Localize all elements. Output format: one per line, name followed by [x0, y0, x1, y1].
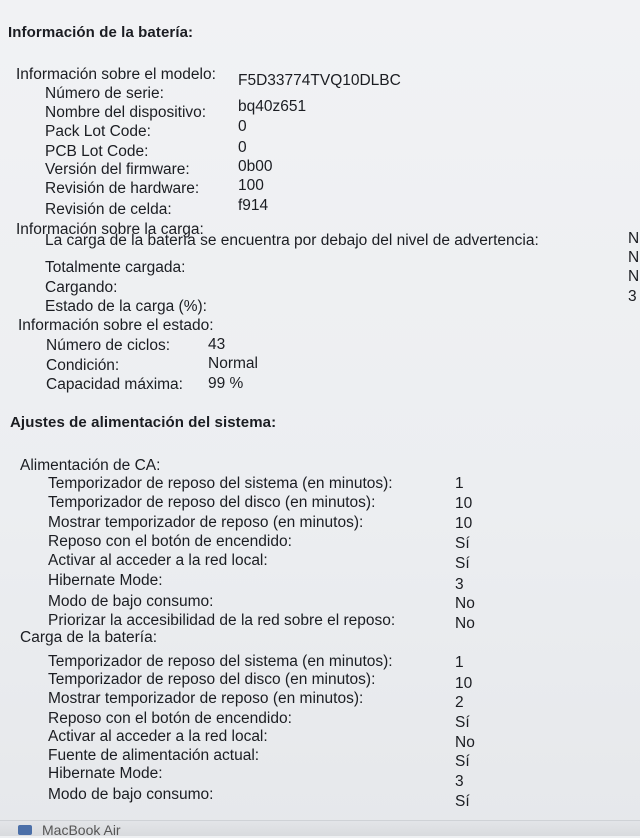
below-warning-value: N — [628, 230, 640, 247]
bat-disk-sleep-key: Temporizador de reposo del disco (en minutos): — [48, 671, 376, 688]
charging-key: Cargando: — [45, 279, 118, 296]
ac-hibernate-mode-value: 3 — [455, 576, 464, 593]
ac-display-sleep-value: 10 — [455, 515, 473, 532]
ac-low-power-mode-value: No — [455, 595, 475, 612]
ac-wake-on-lan-value: Sí — [455, 555, 470, 572]
charge-info-label: Información sobre la carga: — [16, 221, 204, 238]
fully-charged-key: Totalmente cargada: — [45, 259, 186, 276]
bat-wake-on-lan-value: No — [455, 734, 475, 751]
max-capacity-key: Capacidad máxima: — [46, 376, 183, 393]
hardware-revision-key: Revisión de hardware: — [45, 180, 200, 197]
status-info-label: Información sobre el estado: — [18, 317, 214, 334]
battery-power-label: Carga de la batería: — [20, 629, 158, 646]
ac-disk-sleep-value: 10 — [455, 495, 473, 512]
firmware-version-key: Versión del firmware: — [45, 161, 190, 178]
cell-revision-key: Revisión de celda: — [45, 201, 172, 218]
bat-current-power-source-key: Fuente de alimentación actual: — [48, 747, 260, 764]
model-info-label: Información sobre el modelo: — [16, 66, 216, 83]
bat-power-button-sleep-value: Sí — [455, 714, 470, 731]
ac-system-sleep-value: 1 — [455, 475, 464, 492]
ac-low-power-mode-key: Modo de bajo consumo: — [48, 593, 214, 610]
laptop-icon — [18, 825, 32, 835]
serial-number-value: F5D33774TVQ10DLBC — [238, 72, 401, 89]
cell-revision-value: f914 — [238, 197, 269, 214]
below-warning-key: La carga de la batería se encuentra por debajo del nivel de advertencia: — [45, 232, 539, 249]
bat-power-button-sleep-key: Reposo con el botón de encendido: — [48, 710, 292, 727]
pcb-lot-code-key: PCB Lot Code: — [45, 143, 149, 160]
bat-system-sleep-key: Temporizador de reposo del sistema (en minutos): — [48, 653, 393, 670]
ac-network-priority-value: No — [455, 615, 475, 632]
bat-display-sleep-key: Mostrar temporizador de reposo (en minutos): — [48, 690, 364, 707]
bat-wake-on-lan-key: Activar al acceder a la red local: — [48, 728, 268, 745]
ac-power-button-sleep-value: Sí — [455, 535, 470, 552]
device-list-item-label[interactable]: MacBook Air — [42, 822, 121, 838]
ac-wake-on-lan-key: Activar al acceder a la red local: — [48, 552, 268, 569]
ac-disk-sleep-key: Temporizador de reposo del disco (en minutos): — [48, 494, 376, 511]
pack-lot-code-value: 0 — [238, 118, 247, 135]
bat-disk-sleep-value: 10 — [455, 675, 473, 692]
battery-info-heading: Información de la batería: — [8, 24, 194, 41]
device-name-value: bq40z651 — [238, 98, 307, 115]
bat-low-power-mode-key: Modo de bajo consumo: — [48, 786, 214, 803]
ac-power-label: Alimentación de CA: — [20, 457, 161, 474]
serial-number-key: Número de serie: — [45, 85, 164, 102]
ac-hibernate-mode-key: Hibernate Mode: — [48, 572, 163, 589]
bat-hibernate-mode-key: Hibernate Mode: — [48, 765, 163, 782]
bat-current-power-source-value: Sí — [455, 753, 470, 770]
fully-charged-value: N — [628, 249, 640, 266]
pack-lot-code-key: Pack Lot Code: — [45, 123, 151, 140]
condition-key: Condición: — [46, 357, 120, 374]
bat-system-sleep-value: 1 — [455, 654, 464, 671]
bat-display-sleep-value: 2 — [455, 694, 464, 711]
charge-state-key: Estado de la carga (%): — [45, 298, 207, 315]
ac-power-button-sleep-key: Reposo con el botón de encendido: — [48, 533, 292, 550]
hardware-revision-value: 100 — [238, 177, 264, 194]
firmware-version-value: 0b00 — [238, 158, 273, 175]
cycle-count-key: Número de ciclos: — [46, 337, 171, 354]
cycle-count-value: 43 — [208, 336, 226, 353]
bat-hibernate-mode-value: 3 — [455, 773, 464, 790]
ac-display-sleep-key: Mostrar temporizador de reposo (en minutos): — [48, 514, 364, 531]
max-capacity-value: 99 % — [208, 375, 244, 392]
condition-value: Normal — [208, 355, 258, 372]
charge-state-value: 3 — [628, 288, 637, 305]
pcb-lot-code-value: 0 — [238, 139, 247, 156]
charging-value: N — [628, 268, 640, 285]
ac-system-sleep-key: Temporizador de reposo del sistema (en minutos): — [48, 475, 393, 492]
power-settings-heading: Ajustes de alimentación del sistema: — [10, 414, 277, 431]
device-name-key: Nombre del dispositivo: — [45, 104, 207, 121]
bat-low-power-mode-value: Sí — [455, 793, 470, 810]
ac-network-priority-key: Priorizar la accesibilidad de la red sobre el reposo: — [48, 612, 396, 629]
